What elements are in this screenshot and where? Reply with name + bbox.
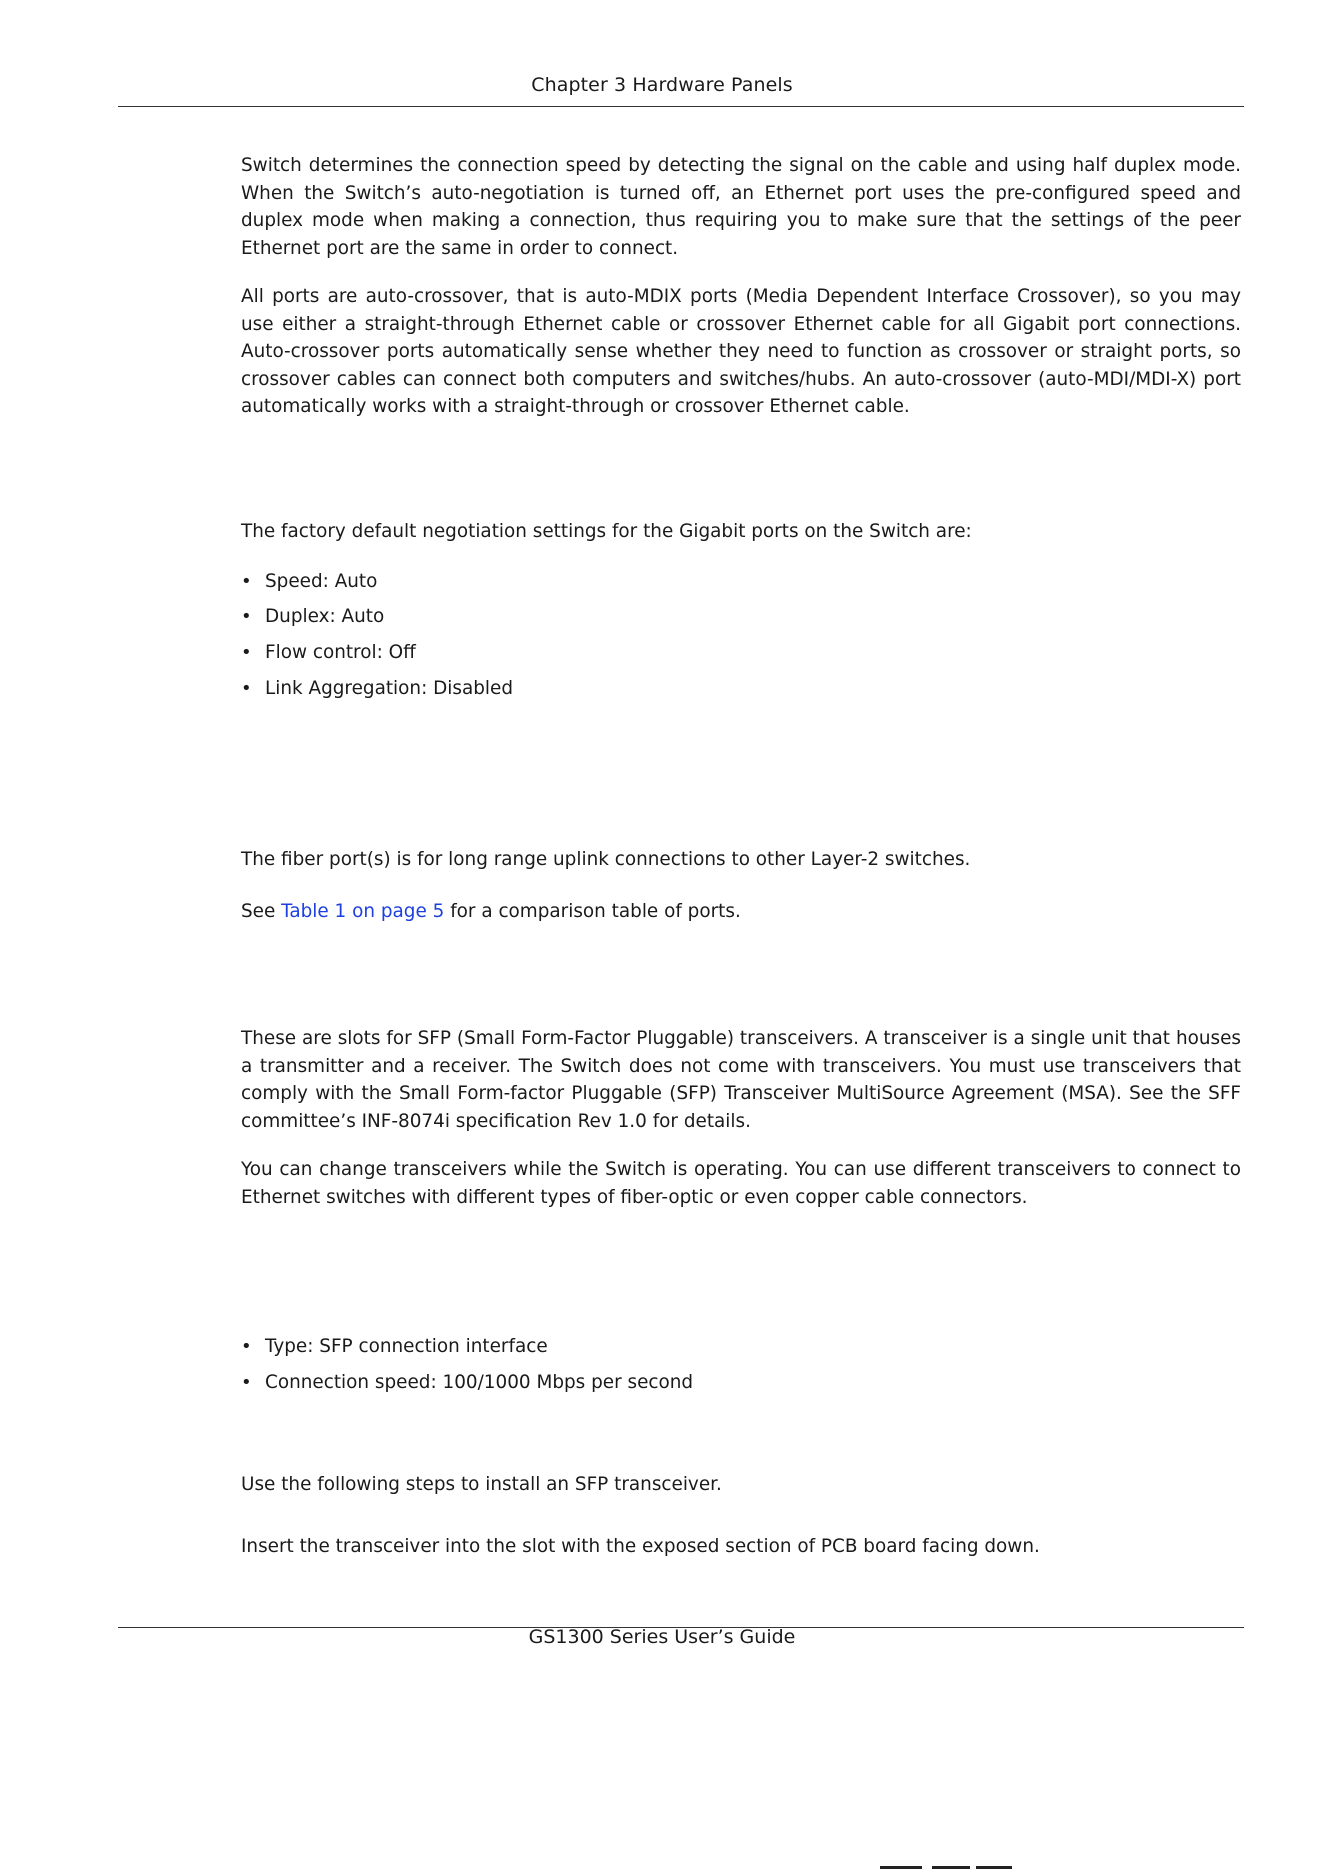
table-reference-link[interactable]: Table 1 on page 5 bbox=[281, 901, 445, 922]
bullet-icon: • bbox=[241, 1336, 252, 1357]
paragraph-auto-crossover: All ports are auto-crossover, that is auto-MDIX ports (Media Dependent Interface Crossover), so you may use either a straight-through Ethernet cable or crossover Ethernet cable for all Gigabit port connections. Auto-crossover ports automatically sense whether they need to function as crossover or straight ports, so crossover cables can connect both computers and switches/hubs. An auto-crossover (auto-MDI/MDI-X) port automatically works with a straight-through or crossover Ethernet cable. bbox=[241, 286, 1241, 417]
list-item-default-link-aggregation: • Link Aggregation: Disabled bbox=[241, 678, 514, 699]
paragraph-fiber-ports: The fiber port(s) is for long range uplink connections to other Layer-2 switches. bbox=[241, 849, 971, 870]
bullet-icon: • bbox=[241, 678, 252, 699]
list-item-default-flow-control: • Flow control: Off bbox=[241, 642, 416, 663]
list-item-sfp-type: • Type: SFP connection interface bbox=[241, 1336, 548, 1357]
bullet-icon: • bbox=[241, 606, 252, 627]
bullet-icon: • bbox=[241, 571, 252, 592]
bullet-icon: • bbox=[241, 642, 252, 663]
page-footer-title: GS1300 Series User’s Guide bbox=[528, 1626, 796, 1648]
paragraph-sfp-slots: These are slots for SFP (Small Form-Factor Pluggable) transceivers. A transceiver is a single unit that houses a transmitter and a receiver. The Switch does not come with transceivers. You must use transceivers that comply with the Small Form-factor Pluggable (SFP) Transceiver MultiSource Agreement (MSA). See the SFF committee’s INF-8074i specification Rev 1.0 for details. bbox=[241, 1028, 1241, 1132]
scan-edge-mark bbox=[880, 1866, 922, 1869]
page-header-title: Chapter 3 Hardware Panels bbox=[531, 74, 793, 96]
paragraph-insert-transceiver: Insert the transceiver into the slot with the exposed section of PCB board facing down. bbox=[241, 1536, 1040, 1557]
paragraph-change-transceivers: You can change transceivers while the Switch is operating. You can use different transceivers to connect to Ethernet switches with different types of fiber-optic or even copper cable connectors. bbox=[241, 1159, 1241, 1208]
paragraph-default-settings-intro: The factory default negotiation settings for the Gigabit ports on the Switch are: bbox=[241, 521, 972, 542]
list-item-default-speed: • Speed: Auto bbox=[241, 571, 378, 592]
paragraph-see-table: See Table 1 on page 5 for a comparison table of ports. bbox=[241, 901, 741, 922]
bullet-icon: • bbox=[241, 1372, 252, 1393]
scan-edge-mark bbox=[976, 1866, 1012, 1869]
list-item-sfp-connection-speed: • Connection speed: 100/1000 Mbps per second bbox=[241, 1372, 694, 1393]
paragraph-install-steps: Use the following steps to install an SFP transceiver. bbox=[241, 1474, 722, 1495]
scan-edge-mark bbox=[932, 1866, 970, 1869]
list-item-default-duplex: • Duplex: Auto bbox=[241, 606, 385, 627]
header-divider bbox=[118, 106, 1244, 107]
paragraph-connection-speed: Switch determines the connection speed by detecting the signal on the cable and using half duplex mode. When the Switch’s auto-negotiation is turned off, an Ethernet port uses the pre-configured speed and duplex mode when making a connection, thus requiring you to make sure that the settings of the peer Ethernet port are the same in order to connect. bbox=[241, 155, 1241, 259]
